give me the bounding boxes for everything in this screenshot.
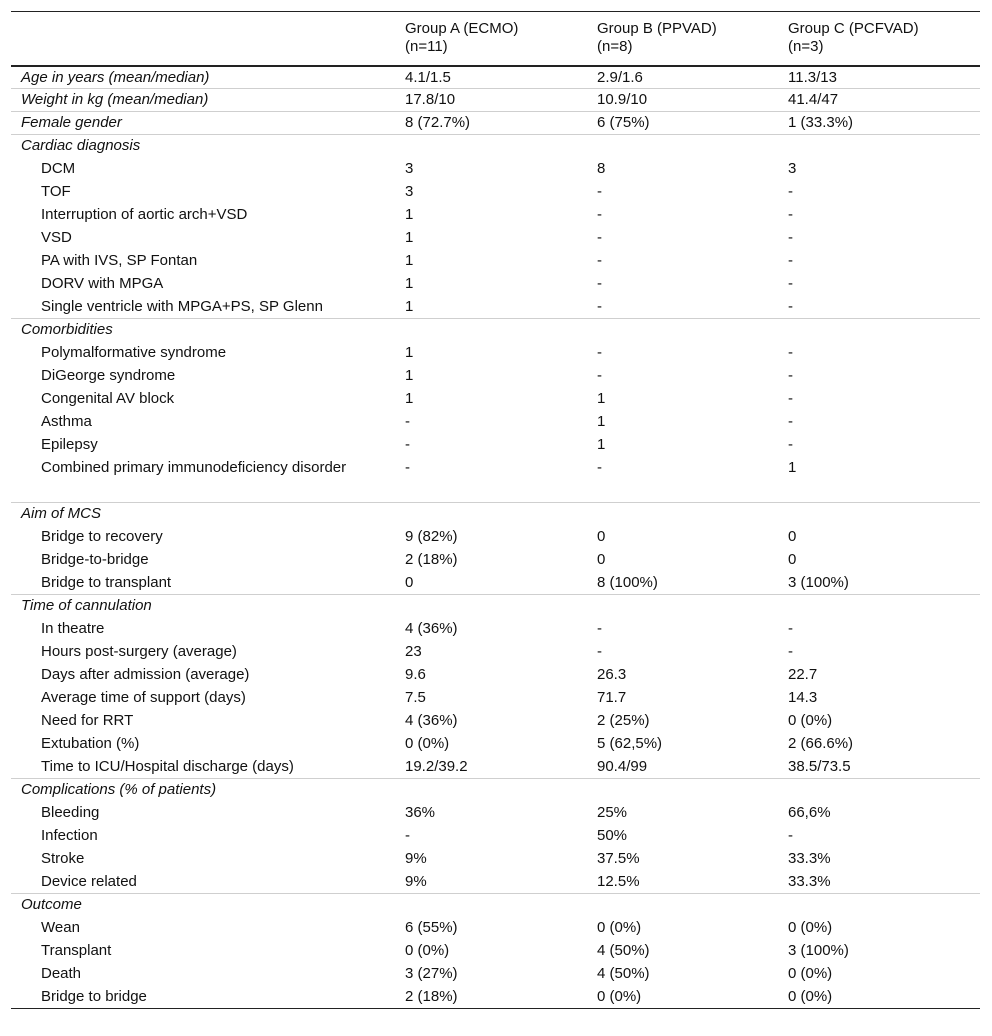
cell-group-a: 1 — [405, 343, 414, 361]
row-label: Outcome — [11, 894, 395, 917]
table-row — [11, 802, 980, 825]
table-row — [11, 733, 980, 756]
row-label: Female gender — [11, 112, 395, 135]
table-row — [11, 641, 980, 664]
cell-group-c — [778, 319, 980, 342]
cell-group-a: - — [405, 435, 410, 453]
header-line: Group C (PCFVAD) — [788, 20, 919, 38]
row-label: Epilepsy — [41, 435, 98, 453]
cell-group-a: 1 — [405, 297, 414, 315]
cell-group-c: 0 — [788, 550, 797, 568]
cell-group-c: - — [788, 251, 793, 269]
cell-group-c: 11.3/13 — [778, 66, 980, 89]
cell-group-a: 9 (82%) — [405, 527, 458, 545]
cell-group-b: 0 — [597, 550, 606, 568]
cell-group-c: 3 (100%) — [788, 941, 849, 959]
row-label: Asthma — [41, 412, 92, 430]
cell-group-a: 1 — [405, 389, 414, 407]
header-row — [11, 12, 980, 66]
row-label: Combined primary immunodeficiency disorder — [41, 458, 347, 476]
table-row — [11, 549, 980, 572]
cell-group-a: 3 (27%) — [405, 964, 458, 982]
table-row — [11, 825, 980, 848]
table-row — [11, 273, 980, 296]
header-line: Group A (ECMO) — [405, 20, 519, 38]
row-label: Time of cannulation — [11, 595, 395, 618]
header-line: Group B (PPVAD) — [597, 20, 717, 38]
cell-group-b: - — [597, 251, 602, 269]
cell-group-b — [587, 894, 778, 917]
row-label: Cardiac diagnosis — [11, 135, 395, 158]
cell-group-a: 9% — [405, 872, 427, 890]
cell-group-a: 6 (55%) — [405, 918, 458, 936]
row-label: PA with IVS, SP Fontan — [41, 251, 198, 269]
table-row — [11, 365, 980, 388]
cell-group-b: 26.3 — [597, 665, 627, 683]
table-row — [11, 181, 980, 204]
table-row — [11, 250, 980, 273]
section-row — [11, 779, 980, 802]
cell-group-a — [395, 503, 587, 526]
cell-group-b — [587, 319, 778, 342]
cell-group-a: 17.8/10 — [395, 89, 587, 112]
table-row — [11, 204, 980, 227]
row-label: Time to ICU/Hospital discharge (days) — [41, 757, 294, 775]
table-row — [11, 457, 980, 503]
header-line: (n=11) — [405, 38, 448, 56]
cell-group-c: - — [788, 389, 793, 407]
cell-group-a: 7.5 — [405, 688, 426, 706]
cell-group-a: 1 — [405, 228, 414, 246]
cell-group-a: 4.1/1.5 — [395, 66, 587, 89]
table-row — [11, 411, 980, 434]
cell-group-b: 2.9/1.6 — [587, 66, 778, 89]
section-row — [11, 595, 980, 618]
cell-group-b: 4 (50%) — [597, 964, 650, 982]
row-label: DCM — [41, 159, 76, 177]
table-row — [11, 296, 980, 319]
header-group-b — [587, 12, 778, 66]
cell-group-c: 38.5/73.5 — [788, 757, 851, 775]
cell-group-c: - — [788, 182, 793, 200]
cell-group-b: 90.4/99 — [597, 757, 648, 775]
cell-group-a — [395, 319, 587, 342]
cell-group-a: 9.6 — [405, 665, 426, 683]
table-row — [11, 572, 980, 595]
cell-group-b — [587, 779, 778, 802]
table-row — [11, 526, 980, 549]
cell-group-b: 4 (50%) — [597, 941, 650, 959]
table-row — [11, 664, 980, 687]
section-row — [11, 503, 980, 526]
row-label: Aim of MCS — [11, 503, 395, 526]
cell-group-a: 0 (0%) — [405, 734, 450, 752]
cell-group-a: 19.2/39.2 — [405, 757, 468, 775]
cell-group-c — [778, 894, 980, 917]
row-label: Death — [41, 964, 82, 982]
cell-group-a: 8 (72.7%) — [395, 112, 587, 135]
cell-group-b: 37.5% — [597, 849, 640, 867]
table-row — [11, 227, 980, 250]
row-label: Average time of support (days) — [41, 688, 246, 706]
cell-group-a: 1 — [405, 274, 414, 292]
cell-group-a — [395, 894, 587, 917]
section-row — [11, 135, 980, 158]
cell-group-b: - — [597, 642, 602, 660]
cell-group-b: 1 — [597, 435, 606, 453]
cell-group-c: - — [788, 205, 793, 223]
cell-group-b — [587, 503, 778, 526]
cell-group-c: - — [788, 619, 793, 637]
section-row — [11, 112, 980, 135]
cell-group-c: 66,6% — [788, 803, 831, 821]
cell-group-a: 36% — [405, 803, 436, 821]
cell-group-c: 33.3% — [788, 872, 831, 890]
cell-group-c: 0 — [788, 527, 797, 545]
row-label: Complications (% of patients) — [11, 779, 395, 802]
cell-group-b: 0 (0%) — [597, 918, 642, 936]
header-line: (n=8) — [597, 38, 633, 56]
cell-group-b — [587, 595, 778, 618]
cell-group-c: 33.3% — [788, 849, 831, 867]
row-label: Congenital AV block — [41, 389, 175, 407]
cell-group-c: - — [788, 412, 793, 430]
cell-group-c: - — [788, 274, 793, 292]
cell-group-a: 0 — [405, 573, 414, 591]
cell-group-c: 0 (0%) — [788, 711, 833, 729]
cell-group-b: - — [597, 366, 602, 384]
header-line: (n=3) — [788, 38, 824, 56]
cell-group-c — [778, 779, 980, 802]
row-label: TOF — [41, 182, 71, 200]
results-table-container — [11, 11, 980, 1009]
table-row — [11, 963, 980, 986]
cell-group-c: 22.7 — [788, 665, 818, 683]
cell-group-b: - — [597, 297, 602, 315]
cell-group-a: 3 — [405, 159, 414, 177]
cell-group-b — [587, 135, 778, 158]
cell-group-a: - — [405, 458, 410, 476]
header-blank — [11, 12, 395, 66]
cell-group-b: 6 (75%) — [587, 112, 778, 135]
cell-group-c — [778, 503, 980, 526]
cell-group-b: - — [597, 343, 602, 361]
row-label: Days after admission (average) — [41, 665, 250, 683]
cell-group-b: 0 (0%) — [597, 987, 642, 1005]
cell-group-a: 1 — [405, 251, 414, 269]
cell-group-b: 8 — [597, 159, 606, 177]
cell-group-b: - — [597, 458, 602, 476]
section-row — [11, 89, 980, 112]
cell-group-a — [395, 135, 587, 158]
cell-group-b: - — [597, 205, 602, 223]
table-row — [11, 434, 980, 457]
cell-group-b: 50% — [597, 826, 628, 844]
row-label: Bridge to recovery — [41, 527, 163, 545]
row-label: Polymalformative syndrome — [41, 343, 227, 361]
cell-group-c: - — [788, 826, 793, 844]
cell-group-a: 2 (18%) — [405, 987, 458, 1005]
section-row — [11, 319, 980, 342]
cell-group-b: 8 (100%) — [597, 573, 658, 591]
table-row — [11, 158, 980, 181]
cell-group-b: 0 — [597, 527, 606, 545]
table-row — [11, 388, 980, 411]
cell-group-a: - — [405, 826, 410, 844]
row-label: Infection — [41, 826, 98, 844]
cell-group-b: - — [597, 274, 602, 292]
header-group-a — [395, 12, 587, 66]
section-row — [11, 894, 980, 917]
cell-group-a: 2 (18%) — [405, 550, 458, 568]
cell-group-a: 1 — [405, 366, 414, 384]
table-row — [11, 710, 980, 733]
cell-group-a: - — [405, 412, 410, 430]
cell-group-c: 1 — [788, 458, 797, 476]
row-label: Bridge to transplant — [41, 573, 172, 591]
row-label: Single ventricle with MPGA+PS, SP Glenn — [41, 297, 323, 315]
header-group-c — [778, 12, 980, 66]
cell-group-c: - — [788, 366, 793, 384]
cell-group-c: - — [788, 642, 793, 660]
row-label: Bleeding — [41, 803, 100, 821]
row-label: Bridge-to-bridge — [41, 550, 149, 568]
row-label: Need for RRT — [41, 711, 134, 729]
cell-group-b: 71.7 — [597, 688, 627, 706]
table-row — [11, 687, 980, 710]
cell-group-c — [778, 135, 980, 158]
row-label: Stroke — [41, 849, 85, 867]
cell-group-b: - — [597, 228, 602, 246]
cell-group-c: 0 (0%) — [788, 918, 833, 936]
cell-group-b: - — [597, 619, 602, 637]
row-label: Wean — [41, 918, 80, 936]
row-label: In theatre — [41, 619, 105, 637]
cell-group-a: 23 — [405, 642, 422, 660]
cell-group-b: 10.9/10 — [587, 89, 778, 112]
cell-group-b: - — [597, 182, 602, 200]
cell-group-c: - — [788, 343, 793, 361]
cell-group-c — [778, 595, 980, 618]
cell-group-b: 1 — [597, 389, 606, 407]
cell-group-c: 0 (0%) — [788, 964, 833, 982]
cell-group-c: 1 (33.3%) — [778, 112, 980, 135]
row-label: Comorbidities — [11, 319, 395, 342]
table-row — [11, 986, 980, 1009]
table-row — [11, 756, 980, 779]
cell-group-a: 0 (0%) — [405, 941, 450, 959]
row-label: Transplant — [41, 941, 112, 959]
cell-group-c: - — [788, 228, 793, 246]
cell-group-b: 12.5% — [597, 872, 640, 890]
row-label: Extubation (%) — [41, 734, 140, 752]
row-label: Device related — [41, 872, 137, 890]
cell-group-a: 4 (36%) — [405, 619, 458, 637]
table-row — [11, 618, 980, 641]
cell-group-c: 3 (100%) — [788, 573, 849, 591]
cell-group-a: 4 (36%) — [405, 711, 458, 729]
row-label: Weight in kg (mean/median) — [11, 89, 395, 112]
table-row — [11, 342, 980, 365]
cell-group-a: 9% — [405, 849, 427, 867]
row-label: Interruption of aortic arch+VSD — [41, 205, 248, 223]
row-label: Bridge to bridge — [41, 987, 147, 1005]
cell-group-a — [395, 779, 587, 802]
cell-group-a: 3 — [405, 182, 414, 200]
cell-group-a — [395, 595, 587, 618]
cell-group-b: 2 (25%) — [597, 711, 650, 729]
cell-group-c: 3 — [788, 159, 797, 177]
cell-group-b: 5 (62,5%) — [597, 734, 663, 752]
cell-group-c: 14.3 — [788, 688, 818, 706]
table-row — [11, 871, 980, 894]
row-label: Age in years (mean/median) — [11, 66, 395, 89]
cell-group-c: - — [788, 435, 793, 453]
section-row — [11, 66, 980, 89]
cell-group-a: 1 — [405, 205, 414, 223]
cell-group-b: 1 — [597, 412, 606, 430]
row-label: VSD — [41, 228, 72, 246]
cell-group-c: 2 (66.6%) — [788, 734, 854, 752]
cell-group-b: 25% — [597, 803, 628, 821]
table-row — [11, 917, 980, 940]
row-label: DiGeorge syndrome — [41, 366, 176, 384]
row-label: DORV with MPGA — [41, 274, 164, 292]
table-row — [11, 848, 980, 871]
cell-group-c: - — [788, 297, 793, 315]
table-header — [11, 12, 980, 66]
cell-group-c: 41.4/47 — [778, 89, 980, 112]
cell-group-c: 0 (0%) — [788, 987, 833, 1005]
table-row — [11, 940, 980, 963]
table-body — [11, 66, 980, 1009]
row-label: Hours post-surgery (average) — [41, 642, 237, 660]
results-table — [11, 11, 980, 1009]
